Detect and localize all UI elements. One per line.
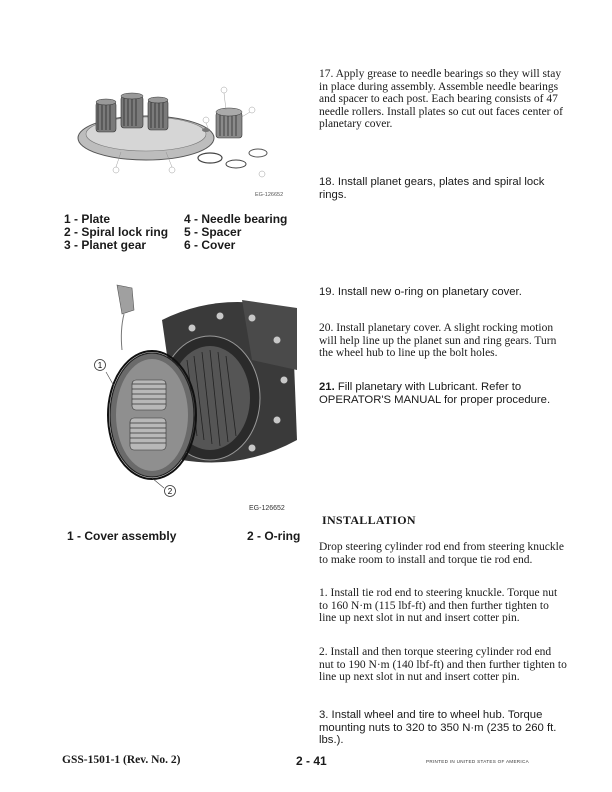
legend-item: 2 - Spiral lock ring (64, 225, 169, 239)
figure2-code: EG-126652 (249, 505, 285, 512)
step-19: 19. Install new o-ring on planetary cover. (319, 286, 522, 298)
figure2-legend-item: 2 - O-ring (247, 529, 301, 543)
cover-assembly-photo (92, 280, 302, 498)
step-17: 17. Apply grease to needle bearings so they will stay in place during assembly. Assemble needle bearings and spacer to each post. Each bearing consists of 47 needle rollers. Install plates so cut out faces center of planetary cover. (319, 68, 563, 130)
legend-item: 3 - Planet gear (64, 238, 147, 252)
installation-intro: Drop steering cylinder rod end from steering knuckle to make room to install and torque tie rod end. (319, 541, 564, 566)
callout-2-label: 2 (167, 487, 173, 496)
figure1-code: EG-126652 (255, 192, 284, 198)
step-18: 18. Install planet gears, plates and spiral lock rings. (319, 176, 545, 201)
step-20: 20. Install planetary cover. A slight rocking motion will help line up the planet sun and ring gears. Turn the wheel hub to line up the bolt holes. (319, 322, 557, 359)
legend-item: 1 - Plate (64, 212, 111, 226)
installation-step-1: 1. Install tie rod end to steering knuckle. Torque nut to 160 N·m (115 lbf-ft) and then further tighten to line up next slot in nut and insert cotter pin. (319, 587, 558, 624)
callout-1 (95, 360, 106, 371)
planetary-parts-photo (76, 60, 296, 205)
legend-item: 4 - Needle bearing (184, 212, 288, 226)
figure2-legend-item: 1 - Cover assembly (67, 529, 177, 543)
legend-row (64, 239, 314, 252)
step-21-text: Fill planetary with Lubricant. Refer to OPERATOR'S MANUAL for proper procedure. (319, 381, 551, 406)
callout-2 (165, 486, 176, 497)
figure1-legend (64, 213, 314, 252)
document-id: GSS-1501-1 (Rev. No. 2) (62, 754, 181, 766)
legend-item: 5 - Spacer (184, 225, 242, 239)
installation-step-2: 2. Install and then torque steering cylinder rod end nut to 190 N·m (140 lbf-ft) and then further tighten to line up next slot in nut and insert cotter pin. (319, 646, 567, 683)
installation-step-3: 3. Install wheel and tire to wheel hub. Torque mounting nuts to 320 to 350 N·m (235 to 260 ft. lbs.). (319, 709, 557, 746)
callout-1-label: 1 (97, 361, 103, 370)
step-21 (319, 381, 567, 406)
printed-notice: PRINTED IN UNITED STATES OF AMERICA (426, 759, 529, 764)
installation-heading: INSTALLATION (322, 513, 416, 527)
page-number: 2 - 41 (296, 754, 327, 768)
legend-item: 6 - Cover (184, 238, 236, 252)
step-21-number: 21. (319, 381, 335, 393)
